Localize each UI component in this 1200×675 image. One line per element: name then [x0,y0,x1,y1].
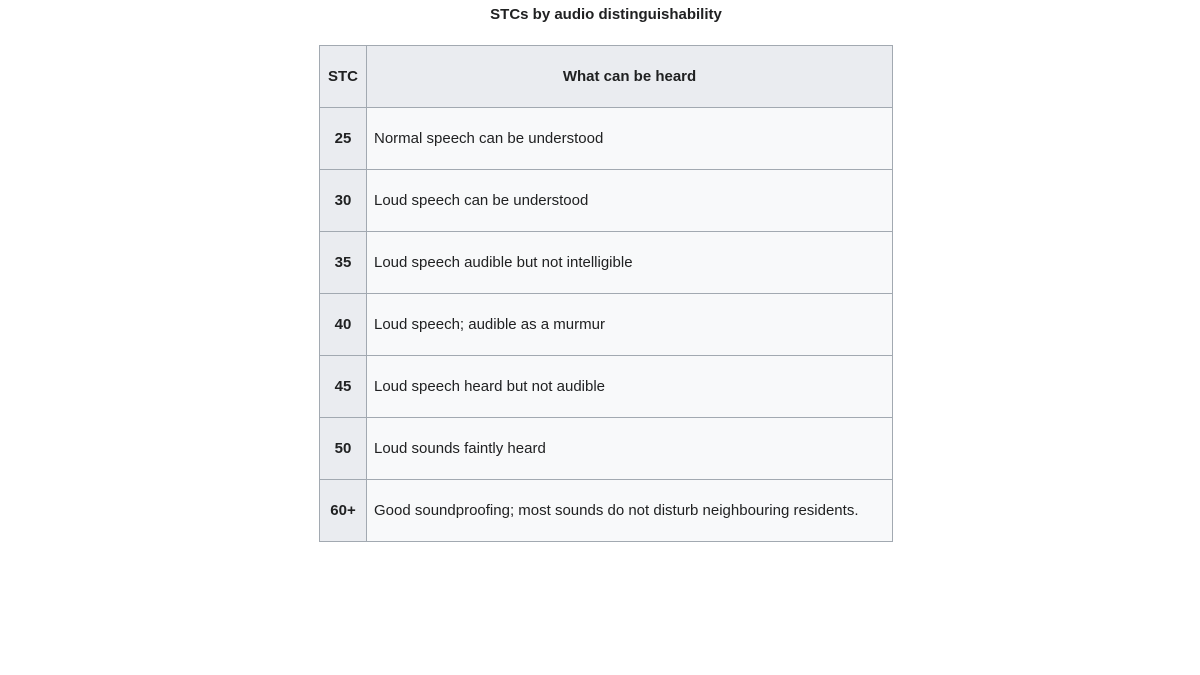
table-header-row [320,46,893,108]
row-stc-value: 50 [320,418,367,480]
row-stc-value: 30 [320,170,367,232]
row-stc-value: 25 [320,108,367,170]
table-row [320,108,893,170]
table-row [320,294,893,356]
row-description: Loud speech audible but not intelligible [367,232,893,294]
row-stc-value: 60+ [320,480,367,542]
table-caption: STCs by audio distinguishability [490,6,722,23]
row-stc-value: 40 [320,294,367,356]
row-description: Loud speech heard but not audible [367,356,893,418]
table-row [320,232,893,294]
table-row [320,356,893,418]
table-row [320,170,893,232]
row-stc-value: 45 [320,356,367,418]
header-description: What can be heard [367,46,893,108]
stc-table [319,45,893,542]
header-stc: STC [320,46,367,108]
row-description: Loud speech can be understood [367,170,893,232]
row-description: Normal speech can be understood [367,108,893,170]
table-row [320,418,893,480]
table-row [320,480,893,542]
row-description: Loud speech; audible as a murmur [367,294,893,356]
row-stc-value: 35 [320,232,367,294]
row-description: Good soundproofing; most sounds do not disturb neighbouring residents. [367,480,893,542]
row-description: Loud sounds faintly heard [367,418,893,480]
